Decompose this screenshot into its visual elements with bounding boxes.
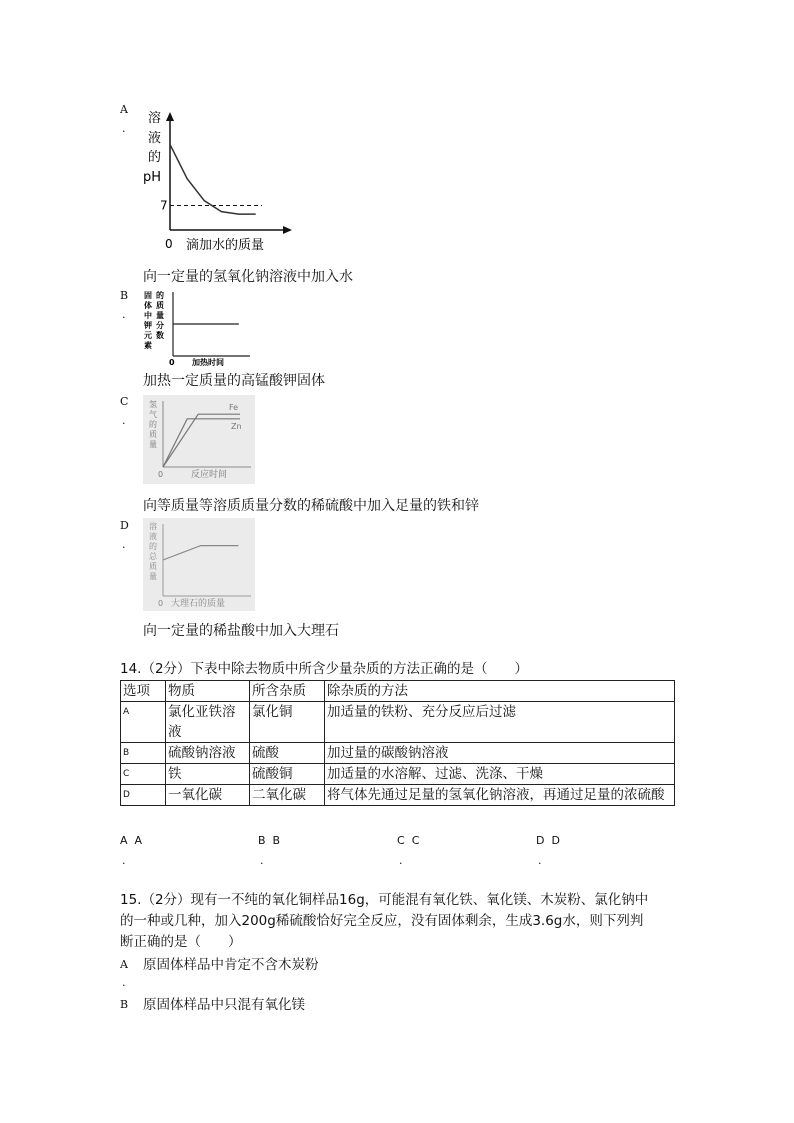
chart-b-ylabel-char: 质 xyxy=(156,301,164,310)
chart-c-ylabel-char: 质 xyxy=(149,430,157,439)
choice-text: A xyxy=(134,834,143,847)
chart-a-x-arrow xyxy=(283,226,292,234)
q15-stem-line-3: 断正确的是（ ） xyxy=(120,934,242,950)
q14-stem: 14.（2分）下表中除去物质中所含少量杂质的方法正确的是（ ） xyxy=(120,661,529,677)
table-header-cell: 物质 xyxy=(166,681,250,702)
chart-c-origin: 0 xyxy=(158,470,164,479)
table-cell: B xyxy=(121,743,166,764)
table-cell: A xyxy=(121,702,166,743)
option-b-caption: 加热一定质量的高锰酸钾固体 xyxy=(143,373,325,389)
chart-b-ylabel-char: 固 xyxy=(144,291,152,300)
q14-choice-c[interactable] xyxy=(397,831,419,851)
table-cell: 一氧化碳 xyxy=(166,785,250,806)
choice-text: 原固体样品中肯定不含木炭粉 xyxy=(143,957,319,973)
chart-a xyxy=(140,100,300,260)
option-d-caption: 向一定量的稀盐酸中加入大理石 xyxy=(143,623,339,639)
q14-choice-b-dot: . xyxy=(260,854,264,867)
chart-a-y-arrow xyxy=(166,112,174,121)
chart-c-ylabel-char: 量 xyxy=(149,440,157,449)
chart-b-ylabel-char: 体 xyxy=(144,301,152,310)
chart-d xyxy=(143,518,255,611)
q15-stem-line-2: 的一种或几种，加入200g稀硫酸恰好完全反应，没有固体剩余，生成3.6g水，则下列判 xyxy=(120,913,644,929)
chart-c-ylabel-char: 的 xyxy=(149,420,157,429)
choice-text: B xyxy=(272,834,281,847)
table-header-cell: 选项 xyxy=(121,681,166,702)
chart-c-legend-fe: Fe xyxy=(229,403,239,413)
q15-stem-line-1: 15.（2分）现有一不纯的氧化铜样品16g，可能混有氧化铁、氧化镁、木炭粉、氯化钠中 xyxy=(120,892,649,908)
chart-d-ylabel-char: 量 xyxy=(149,572,157,581)
option-a-letter: A xyxy=(120,103,128,116)
chart-b-ylabel-char: 钾 xyxy=(144,321,152,330)
table-cell: 硫酸钠溶液 xyxy=(166,743,250,764)
chart-b xyxy=(140,288,255,366)
chart-b-ylabel-char: 数 xyxy=(156,331,164,340)
chart-b-ylabel-char: 素 xyxy=(144,341,152,350)
table-row xyxy=(121,764,675,785)
table-cell: 加过量的碳酸钠溶液 xyxy=(325,743,675,764)
table-row xyxy=(121,785,675,806)
choice-letter: D xyxy=(536,834,545,847)
chart-d-ylabel-char: 溶 xyxy=(149,522,157,531)
chart-b-ylabel-char: 中 xyxy=(144,311,152,320)
chart-d-ylabel-char: 质 xyxy=(149,562,157,571)
q14-choice-c-dot: . xyxy=(399,854,403,867)
table-cell: 硫酸铜 xyxy=(250,764,325,785)
chart-b-ylabel-char: 分 xyxy=(156,321,164,330)
q14-choice-a-dot: . xyxy=(122,854,126,867)
option-d-dot: . xyxy=(122,538,126,551)
option-a-caption: 向一定量的氢氧化钠溶液中加入水 xyxy=(143,269,353,285)
chart-d-ylabel-char: 的 xyxy=(149,542,157,551)
table-cell: 二氧化碳 xyxy=(250,785,325,806)
choice-text: C xyxy=(411,834,420,847)
q14-choice-a[interactable] xyxy=(120,831,142,851)
table-cell: C xyxy=(121,764,166,785)
choice-letter: C xyxy=(397,834,405,847)
chart-d-origin: 0 xyxy=(158,599,164,608)
chart-d-ylabel-char: 总 xyxy=(149,552,157,561)
option-d-letter: D xyxy=(120,519,129,532)
chart-b-xlabel: 加热时间 xyxy=(192,358,224,366)
chart-c-xlabel: 反应时间 xyxy=(191,470,228,480)
option-a-dot: . xyxy=(122,122,126,135)
choice-letter: A xyxy=(120,834,128,847)
option-c-letter: C xyxy=(120,395,129,408)
option-c-caption: 向等质量等溶质质量分数的稀硫酸中加入足量的铁和锌 xyxy=(143,498,479,514)
choice-letter: B xyxy=(258,834,266,847)
choice-text: D xyxy=(551,834,560,847)
table-row xyxy=(121,702,675,743)
q14-choice-b[interactable] xyxy=(258,831,280,851)
table-cell: 加适量的铁粉、充分反应后过滤 xyxy=(325,702,675,743)
q14-table xyxy=(120,680,675,806)
table-cell: 氯化亚铁溶液 xyxy=(166,702,250,743)
q15-choice-a-dot: . xyxy=(122,976,126,989)
q14-choice-d[interactable] xyxy=(536,831,560,851)
chart-a-origin: 0 xyxy=(165,237,173,251)
table-cell: 将气体先通过足量的氢氧化钠溶液，再通过足量的浓硫酸 xyxy=(325,785,675,806)
table-cell: 加适量的水溶解、过滤、洗涤、干燥 xyxy=(325,764,675,785)
table-cell: D xyxy=(121,785,166,806)
chart-a-ref-label: 7 xyxy=(160,198,168,213)
table-cell: 硫酸 xyxy=(250,743,325,764)
chart-b-ylabel-char: 量 xyxy=(156,311,164,320)
option-c-dot: . xyxy=(122,414,126,427)
choice-letter: B xyxy=(120,998,129,1011)
chart-a-xlabel: 滴加水的质量 xyxy=(186,238,265,253)
q14-choice-d-dot: . xyxy=(538,854,542,867)
table-header-cell: 除杂质的方法 xyxy=(325,681,675,702)
chart-c xyxy=(143,395,255,484)
chart-d-ylabel-char: 液 xyxy=(149,532,157,541)
chart-c-legend-zn: Zn xyxy=(231,421,242,431)
chart-a-ylabel-3: pH xyxy=(143,170,162,185)
choice-text: 原固体样品中只混有氧化镁 xyxy=(143,997,305,1013)
option-b-letter: B xyxy=(120,289,129,302)
chart-a-ylabel-1: 液 xyxy=(148,131,162,146)
chart-b-origin: 0 xyxy=(169,358,175,366)
choice-letter: A xyxy=(120,958,128,971)
table-cell: 氯化铜 xyxy=(250,702,325,743)
chart-c-ylabel-char: 氢 xyxy=(149,400,157,409)
table-header-row xyxy=(121,681,675,702)
chart-a-ylabel-2: 的 xyxy=(148,150,162,165)
chart-d-xlabel: 大理石的质量 xyxy=(171,599,226,609)
option-b-dot: . xyxy=(122,308,126,321)
table-cell: 铁 xyxy=(166,764,250,785)
chart-b-ylabel-char: 的 xyxy=(156,291,164,300)
chart-c-ylabel-char: 气 xyxy=(149,410,157,419)
chart-b-ylabel-char: 元 xyxy=(144,331,152,340)
table-header-cell: 所含杂质 xyxy=(250,681,325,702)
chart-a-series-line xyxy=(170,144,256,214)
table-row xyxy=(121,743,675,764)
chart-a-ylabel-0: 溶 xyxy=(148,111,162,126)
